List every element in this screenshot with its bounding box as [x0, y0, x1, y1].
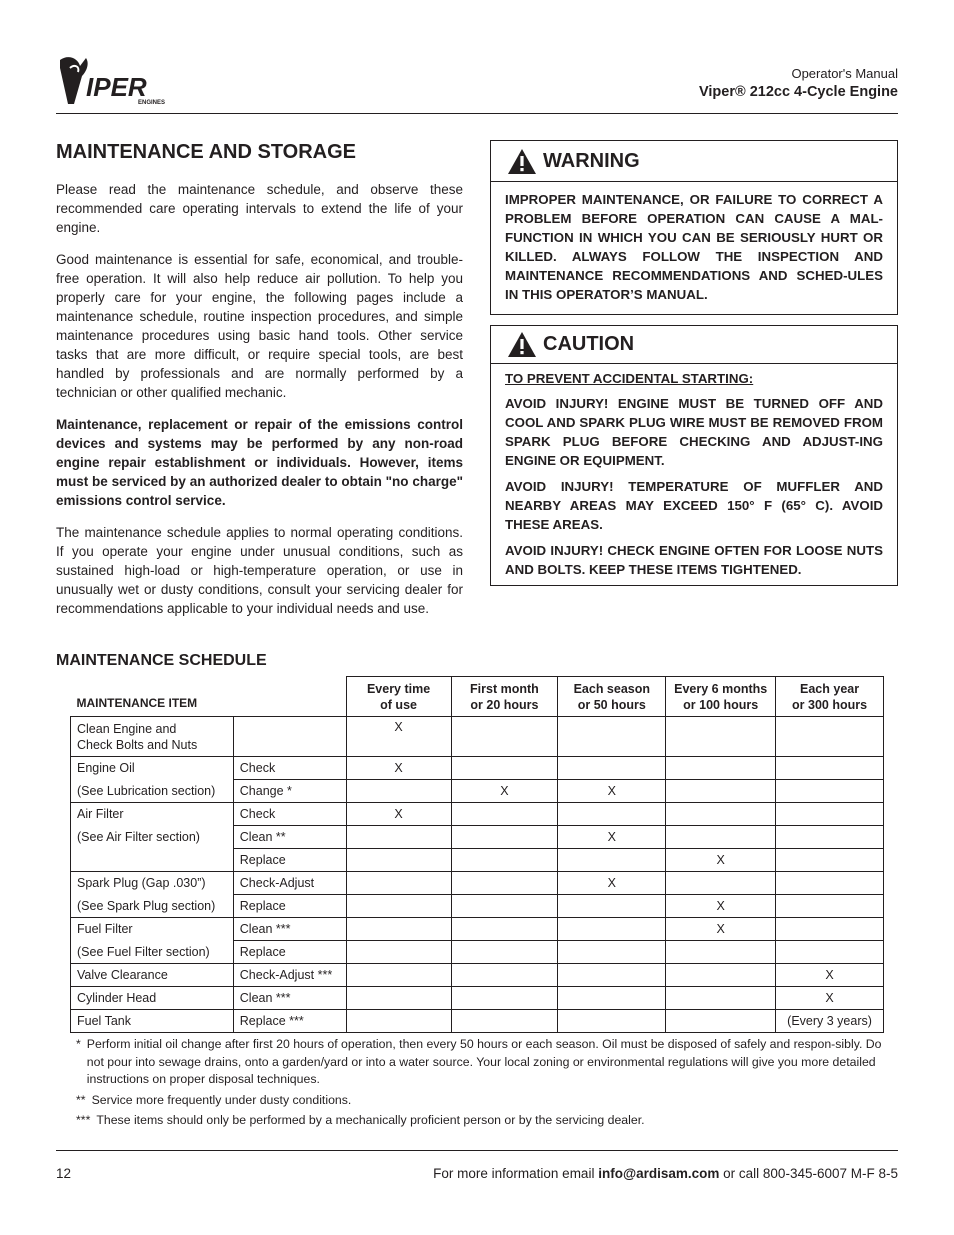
schedule-footnotes — [76, 1036, 884, 1133]
page-header — [56, 52, 898, 114]
table-row — [71, 757, 884, 780]
action-cell: Check-Adjust — [233, 872, 346, 895]
item-cell: (See Lubrication section) — [71, 780, 234, 803]
action-cell: Check-Adjust *** — [233, 964, 346, 987]
manual-title: Viper® 212cc 4-Cycle Engine — [698, 84, 898, 100]
footnote-text: These items should only be performed by a mechanically proficient person or by the servicing dealer. — [96, 1113, 645, 1127]
header-each-year: Each year or 300 hours — [776, 677, 884, 717]
svg-text:ENGINES: ENGINES — [138, 100, 166, 106]
table-row — [71, 941, 884, 964]
item-cell: (See Fuel Filter section) — [71, 941, 234, 964]
interval-cell: X — [558, 780, 666, 803]
interval-cell — [776, 918, 884, 941]
interval-cell — [776, 895, 884, 918]
footnote-text: Perform initial oil change after first 20 hours of operation, then every 50 hours or each season. Oil must be disposed of safely and respon-sibly. Do not pour into sewage drains, onto a garden/yard or into a water source. Your local zoning or environmental regulations will give you more detailed instructions on proper disposal techniques. — [86, 1037, 882, 1086]
item-cell: Cylinder Head — [71, 987, 234, 1010]
table-row — [71, 717, 884, 757]
item-cell: (See Spark Plug section) — [71, 895, 234, 918]
interval-cell: X — [346, 757, 451, 780]
action-cell: Check — [233, 757, 346, 780]
interval-cell — [558, 895, 666, 918]
caution-text-2: AVOID INJURY! TEMPERATURE OF MUFFLER AND NEARBY AREAS MAY EXCEED 150° F (65° C). AVOID THESE AREAS. — [505, 479, 883, 532]
maintenance-schedule-table — [70, 676, 884, 1033]
interval-cell — [451, 918, 558, 941]
footnote — [76, 1092, 884, 1110]
interval-cell — [558, 803, 666, 826]
item-cell: (See Air Filter section) — [71, 826, 234, 849]
interval-cell — [346, 941, 451, 964]
interval-cell — [666, 987, 776, 1010]
intro-paragraph-1: Please read the maintenance schedule, and observe these recommended care operating intervals to extend the life of your engine. — [56, 182, 463, 235]
table-row — [71, 872, 884, 895]
caution-lead: TO PREVENT ACCIDENTAL STARTING: — [505, 371, 754, 386]
interval-cell — [451, 757, 558, 780]
svg-text:IPER: IPER — [86, 72, 147, 102]
interval-cell — [451, 987, 558, 1010]
interval-cell — [346, 1010, 451, 1033]
action-cell: Change * — [233, 780, 346, 803]
footnote-mark: ** — [76, 1092, 86, 1107]
interval-cell — [776, 780, 884, 803]
interval-cell: X — [558, 826, 666, 849]
maintenance-intro — [56, 140, 463, 631]
action-cell: Clean *** — [233, 987, 346, 1010]
interval-cell — [666, 826, 776, 849]
caution-text-3: AVOID INJURY! CHECK ENGINE OFTEN FOR LOOSE NUTS AND BOLTS. KEEP THESE ITEMS TIGHTENED. — [505, 543, 883, 577]
table-row — [71, 803, 884, 826]
interval-cell — [558, 1010, 666, 1033]
warning-box — [490, 140, 898, 315]
table-row — [71, 1010, 884, 1033]
interval-cell: X — [666, 918, 776, 941]
interval-cell — [451, 964, 558, 987]
interval-cell — [666, 1010, 776, 1033]
interval-cell — [558, 918, 666, 941]
interval-cell — [558, 717, 666, 757]
interval-cell — [558, 849, 666, 872]
warning-header — [491, 141, 897, 182]
interval-cell — [451, 1010, 558, 1033]
table-row — [71, 987, 884, 1010]
interval-cell — [666, 717, 776, 757]
footnote — [76, 1112, 884, 1130]
interval-cell: X — [666, 895, 776, 918]
item-cell: Spark Plug (Gap .030”) — [71, 872, 234, 895]
interval-cell — [558, 757, 666, 780]
interval-cell — [666, 803, 776, 826]
interval-cell — [558, 941, 666, 964]
interval-cell: X — [346, 803, 451, 826]
viper-logo — [56, 54, 168, 108]
intro-paragraph-2: Good maintenance is essential for safe, economical, and trouble-free operation. It will also help reduce air pollution. To help you properly care for your engine, the following pages include a maintenance schedule, routine inspection procedures, and simple maintenance procedures using basic hand tools. Other service tasks that are more difficult, or require special tools, are best handled by professionals and are normally performed by a technician or other qualified mechanic. — [56, 252, 463, 400]
interval-cell — [776, 849, 884, 872]
item-cell: Fuel Filter — [71, 918, 234, 941]
interval-cell — [346, 895, 451, 918]
action-cell: Replace — [233, 849, 346, 872]
interval-cell — [776, 717, 884, 757]
item-cell: Air Filter — [71, 803, 234, 826]
interval-cell — [776, 826, 884, 849]
interval-cell — [346, 918, 451, 941]
item-cell: Valve Clearance — [71, 964, 234, 987]
interval-cell: X — [558, 872, 666, 895]
interval-cell — [666, 872, 776, 895]
item-cell: Clean Engine and Check Bolts and Nuts — [71, 717, 234, 757]
interval-cell — [451, 826, 558, 849]
warning-triangle-icon — [507, 148, 537, 175]
interval-cell — [451, 849, 558, 872]
interval-cell — [451, 803, 558, 826]
interval-cell: X — [776, 964, 884, 987]
interval-cell — [451, 717, 558, 757]
interval-cell — [666, 780, 776, 803]
interval-cell — [666, 964, 776, 987]
interval-cell — [451, 872, 558, 895]
interval-cell: X — [451, 780, 558, 803]
interval-cell — [776, 941, 884, 964]
item-cell: Engine Oil — [71, 757, 234, 780]
item-cell: Fuel Tank — [71, 1010, 234, 1033]
interval-cell — [346, 964, 451, 987]
interval-cell — [776, 872, 884, 895]
warning-text: IMPROPER MAINTENANCE, OR FAILURE TO CORRECT A PROBLEM BEFORE OPERATION CAN CAUSE A MAL-FUNCTION IN WHICH YOU CAN BE SERIOUSLY HURT OR KILLED. ALWAYS FOLLOW THE INSPECTION AND MAINTENANCE RECOMMENDATIONS AND SCHED-ULES IN THIS OPERATOR’S MANUAL. — [505, 192, 883, 302]
interval-cell — [451, 895, 558, 918]
action-cell: Replace — [233, 941, 346, 964]
header-each-season: Each season or 50 hours — [558, 677, 666, 717]
footnote-mark: *** — [76, 1113, 91, 1127]
footnote-mark: * — [76, 1037, 81, 1051]
table-row — [71, 964, 884, 987]
interval-cell: X — [666, 849, 776, 872]
interval-cell — [558, 987, 666, 1010]
caution-header — [491, 326, 897, 364]
header-every-6-months: Every 6 months or 100 hours — [666, 677, 776, 717]
table-row — [71, 918, 884, 941]
action-cell: Check — [233, 803, 346, 826]
table-row — [71, 780, 884, 803]
caution-text-1: AVOID INJURY! ENGINE MUST BE TURNED OFF AND COOL AND SPARK PLUG WIRE MUST BE REMOVED FROM SPARK PLUG BEFORE CHECKING AND ADJUST-ING ENGINE OR EQUIPMENT. — [505, 396, 883, 468]
interval-cell — [346, 826, 451, 849]
conditions-paragraph: The maintenance schedule applies to normal operating conditions. If you operate your engine under unusual conditions, such as sustained high-load or high-temperature operation, or use in unusually wet or dusty conditions, consult your servicing dealer for recommendations applicable to your individual needs and use. — [56, 525, 463, 616]
section-heading: MAINTENANCE AND STORAGE — [56, 141, 357, 163]
contact-info: For more information email info@ardisam.com or call 800-345-6007 M-F 8-5 — [433, 1166, 898, 1181]
action-cell: Clean *** — [233, 918, 346, 941]
header-first-month: First month or 20 hours — [451, 677, 558, 717]
interval-cell — [451, 941, 558, 964]
header-maintenance-item: MAINTENANCE ITEM — [71, 677, 347, 717]
interval-cell — [346, 849, 451, 872]
manual-subtitle: Operator's Manual — [791, 66, 898, 81]
action-cell: Replace *** — [233, 1010, 346, 1033]
header-every-time: Every time of use — [346, 677, 451, 717]
interval-cell — [346, 872, 451, 895]
table-row — [71, 849, 884, 872]
table-row — [71, 826, 884, 849]
footnote — [76, 1036, 884, 1089]
item-cell — [71, 849, 234, 872]
warning-triangle-icon — [507, 331, 537, 358]
interval-cell — [776, 803, 884, 826]
contact-email-link[interactable]: info@ardisam.com — [598, 1166, 720, 1181]
interval-cell — [666, 757, 776, 780]
table-row — [71, 895, 884, 918]
interval-cell: X — [776, 987, 884, 1010]
action-cell: Clean ** — [233, 826, 346, 849]
interval-cell — [776, 757, 884, 780]
schedule-title: MAINTENANCE SCHEDULE — [56, 652, 267, 669]
action-cell — [233, 717, 346, 757]
emissions-paragraph: Maintenance, replacement or repair of the emissions control devices and systems may be performed by any non-road engine repair establishment or individuals. However, items must be serviced by an authorized dealer to obtain "no charge" emissions control service. — [56, 417, 463, 508]
page-number: 12 — [56, 1166, 72, 1181]
interval-cell: (Every 3 years) — [776, 1010, 884, 1033]
caution-box — [490, 325, 898, 586]
interval-cell — [346, 780, 451, 803]
interval-cell — [346, 987, 451, 1010]
warning-title: WARNING — [543, 149, 640, 172]
interval-cell: X — [346, 717, 451, 757]
caution-title: CAUTION — [543, 333, 635, 355]
action-cell: Replace — [233, 895, 346, 918]
table-header-row — [71, 677, 884, 717]
interval-cell — [666, 941, 776, 964]
interval-cell — [558, 964, 666, 987]
page-footer — [56, 1150, 898, 1190]
footnote-text: Service more frequently under dusty conditions. — [91, 1092, 352, 1107]
